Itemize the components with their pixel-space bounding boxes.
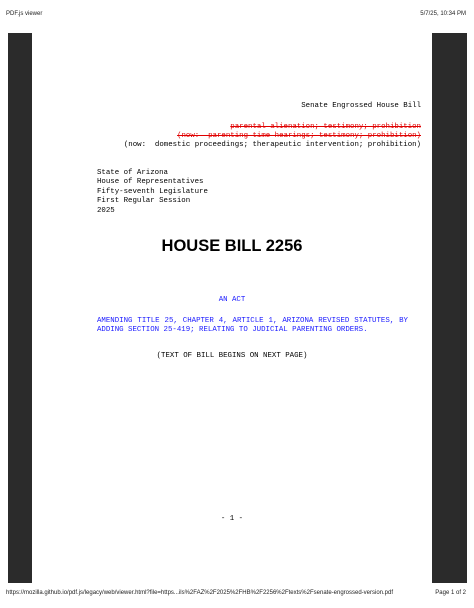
struck-title-2: (now: parenting time hearings; testimony; prohibition) bbox=[177, 132, 421, 140]
amending-line-2: ADDING SECTION 25-419; RELATING TO JUDICIAL PARENTING ORDERS. bbox=[97, 326, 368, 335]
document-url: https://mozilla.github.io/pdf.js/legacy/web/viewer.html?file=https...ils%2FAZ%2F2025%2FHB%2F2256%2Ftexts%2Fsenate-engrossed-version.pdf bbox=[6, 590, 394, 596]
browser-title: PDF.js viewer bbox=[6, 11, 43, 17]
session-line: First Regular Session bbox=[97, 197, 191, 206]
pdf-page bbox=[32, 33, 432, 583]
text-begins-note: (TEXT OF BILL BEGINS ON NEXT PAGE) bbox=[156, 352, 308, 360]
amending-line-1: AMENDING TITLE 25, CHAPTER 4, ARTICLE 1, ARIZONA REVISED STATUTES, BY bbox=[97, 317, 408, 325]
page-number: - 1 - bbox=[220, 515, 244, 523]
an-act-heading: AN ACT bbox=[218, 296, 246, 304]
year-line: 2025 bbox=[97, 206, 115, 215]
version-label: Senate Engrossed House Bill bbox=[301, 102, 421, 110]
pdf-viewer-canvas[interactable] bbox=[8, 33, 467, 583]
bill-title: HOUSE BILL 2256 bbox=[161, 237, 303, 255]
struck-title-1: parental alienation; testimony; prohibition bbox=[230, 123, 421, 131]
page-count: Page 1 of 2 bbox=[435, 590, 466, 596]
print-datetime: 5/7/25, 10:34 PM bbox=[420, 11, 466, 17]
chamber-line: House of Representatives bbox=[97, 178, 204, 187]
legislature-line: Fifty-seventh Legislature bbox=[97, 187, 208, 196]
session-block bbox=[97, 169, 208, 216]
amending-clause bbox=[97, 317, 408, 336]
current-title: (now: domestic proceedings; therapeutic intervention; prohibition) bbox=[123, 141, 421, 149]
state-line: State of Arizona bbox=[97, 169, 168, 177]
